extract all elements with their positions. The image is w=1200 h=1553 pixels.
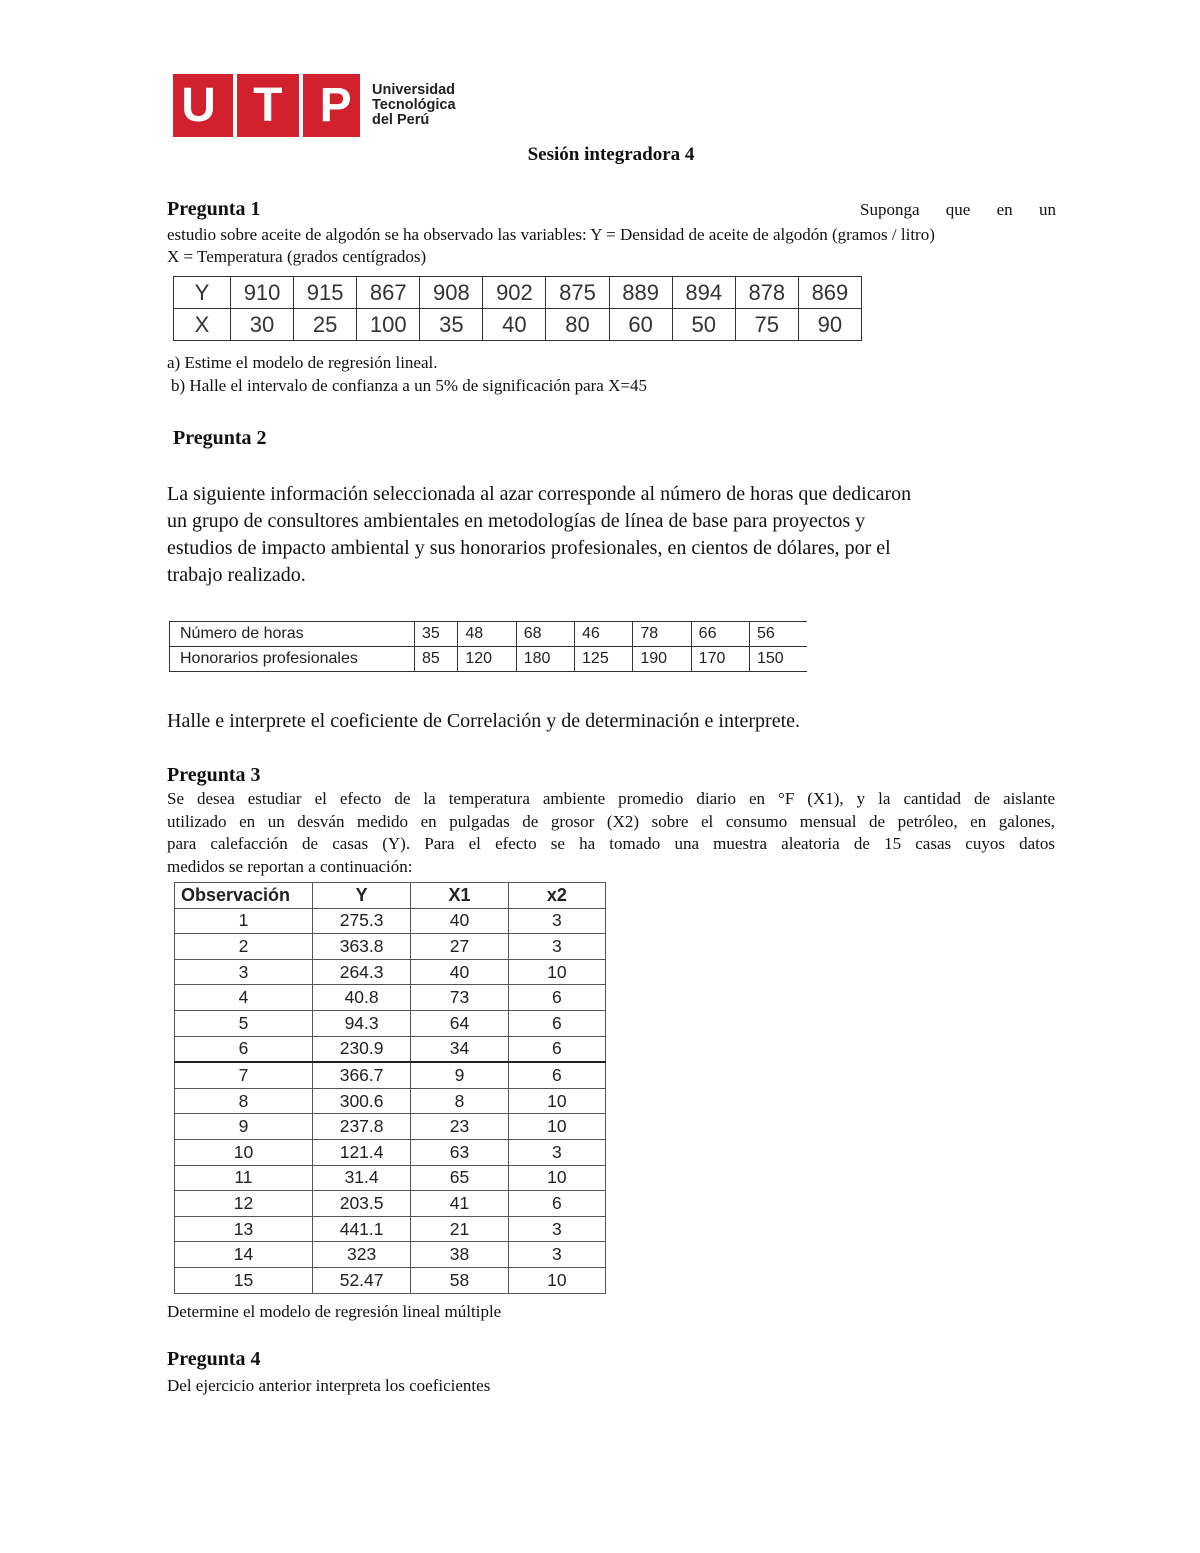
cell: 50: [672, 309, 735, 341]
pregunta-1-line1: Suponga que en un: [860, 200, 1056, 219]
cell: 40: [411, 908, 508, 934]
logo-letter-u: U: [181, 78, 216, 132]
table-row: [175, 985, 606, 1011]
cell: 13: [175, 1216, 313, 1242]
cell: 230.9: [312, 1036, 410, 1062]
cell: 40: [483, 309, 546, 341]
table-row: [175, 908, 606, 934]
column-header: Y: [312, 883, 410, 909]
pregunta-3-heading: Pregunta 3: [167, 764, 261, 786]
cell: 21: [411, 1216, 508, 1242]
cell: 63: [411, 1139, 508, 1165]
cell: 9: [175, 1114, 313, 1140]
cell: 1: [175, 908, 313, 934]
table-row: [175, 934, 606, 960]
cell: 441.1: [312, 1216, 410, 1242]
cell: 52.47: [312, 1267, 410, 1293]
cell: 3: [508, 908, 605, 934]
cell: 23: [411, 1114, 508, 1140]
cell: 120: [458, 647, 516, 672]
utp-logo-mark: [173, 74, 360, 137]
cell: 7: [175, 1062, 313, 1088]
cell: 65: [411, 1165, 508, 1191]
table-heating-oil: [174, 882, 606, 1294]
pregunta-2-question: Halle e interprete el coeficiente de Correlación y de determinación e interprete.: [167, 710, 801, 732]
pregunta-3-footer: Determine el modelo de regresión lineal múltiple: [167, 1302, 502, 1321]
table-density-temperature: [173, 276, 862, 341]
pregunta-1-line2: estudio sobre aceite de algodón se ha observado las variables: Y = Densidad de aceite de algodón (gramos / litro): [167, 225, 935, 244]
cell: 180: [516, 647, 574, 672]
cell: 14: [175, 1242, 313, 1268]
cell: 35: [415, 622, 458, 647]
cell: 30: [231, 309, 294, 341]
row-label: Número de horas: [170, 622, 415, 647]
cell: 3: [508, 934, 605, 960]
table-row: [175, 1216, 606, 1242]
column-header: x2: [508, 883, 605, 909]
cell: 90: [798, 309, 861, 341]
cell: 190: [633, 647, 691, 672]
row-label: Y: [174, 277, 231, 309]
row-label: Honorarios profesionales: [170, 647, 415, 672]
cell: 64: [411, 1010, 508, 1036]
cell: 80: [546, 309, 609, 341]
logo-letter-p: P: [319, 78, 352, 132]
pregunta-1-item-b: b) Halle el intervalo de confianza a un 5% de significación para X=45: [171, 376, 647, 395]
cell: 35: [420, 309, 483, 341]
cell: 31.4: [312, 1165, 410, 1191]
cell: 4: [175, 985, 313, 1011]
cell: 366.7: [312, 1062, 410, 1088]
cell: 10: [175, 1139, 313, 1165]
column-header: X1: [411, 883, 508, 909]
row-label: X: [174, 309, 231, 341]
cell: 121.4: [312, 1139, 410, 1165]
cell: 2: [175, 934, 313, 960]
table-row: [175, 1010, 606, 1036]
cell: 3: [508, 1139, 605, 1165]
cell: 10: [508, 1114, 605, 1140]
cell: 264.3: [312, 959, 410, 985]
cell: 170: [691, 647, 749, 672]
pregunta-1-line3: X = Temperatura (grados centígrados): [167, 247, 427, 266]
utp-logo: [173, 74, 456, 137]
cell: 85: [415, 647, 458, 672]
pregunta-1-heading: Pregunta 1: [167, 198, 261, 220]
cell: 27: [411, 934, 508, 960]
cell: 203.5: [312, 1191, 410, 1217]
table-row: [175, 1191, 606, 1217]
cell: 15: [175, 1267, 313, 1293]
cell: 875: [546, 277, 609, 309]
cell: 68: [516, 622, 574, 647]
pregunta-4-heading: Pregunta 4: [167, 1348, 261, 1370]
cell: 889: [609, 277, 672, 309]
cell: 5: [175, 1010, 313, 1036]
document-title: Sesión integradora 4: [527, 144, 695, 165]
logo-letter-t: T: [253, 78, 283, 132]
cell: 40.8: [312, 985, 410, 1011]
cell: 73: [411, 985, 508, 1011]
cell: 34: [411, 1036, 508, 1062]
table-row: [174, 309, 862, 341]
pregunta-3-text: Se desea estudiar el efecto de la temperatura ambiente promedio diario en °F (X1), y la cantidad de aislante utilizado en un desván medido en pulgadas de grosor (X2) sobre el consumo mensual de petróleo, en galones, para calefacción de casas (Y). Para el efecto se ha tomado una muestra aleatoria de 15 casas cuyos datos: [167, 789, 1055, 853]
table-row: [170, 647, 808, 672]
cell: 100: [357, 309, 420, 341]
table-row: [175, 959, 606, 985]
cell: 6: [508, 1062, 605, 1088]
cell: 275.3: [312, 908, 410, 934]
pregunta-1-item-a: a) Estime el modelo de regresión lineal.: [167, 353, 438, 372]
cell: 6: [508, 985, 605, 1011]
cell: 10: [508, 1165, 605, 1191]
cell: 869: [798, 277, 861, 309]
table-row: [175, 1165, 606, 1191]
table-row: [175, 1114, 606, 1140]
cell: 25: [294, 309, 357, 341]
cell: 6: [508, 1010, 605, 1036]
cell: 902: [483, 277, 546, 309]
cell: 40: [411, 959, 508, 985]
cell: 78: [633, 622, 691, 647]
cell: 125: [575, 647, 633, 672]
cell: 300.6: [312, 1088, 410, 1114]
table-row: [175, 1088, 606, 1114]
table-hours-fees: [169, 621, 807, 672]
table-row: [175, 1036, 606, 1062]
cell: 10: [508, 959, 605, 985]
logo-wordmark: Universidad Tecnológica del Perú: [372, 82, 456, 128]
pregunta-4-text: Del ejercicio anterior interpreta los coeficientes: [167, 1376, 491, 1395]
pregunta-2-heading: Pregunta 2: [173, 427, 267, 449]
cell: 3: [175, 959, 313, 985]
cell: 58: [411, 1267, 508, 1293]
table-row: [175, 1242, 606, 1268]
cell: 12: [175, 1191, 313, 1217]
cell: 75: [735, 309, 798, 341]
cell: 66: [691, 622, 749, 647]
cell: 48: [458, 622, 516, 647]
cell: 910: [231, 277, 294, 309]
cell: 46: [575, 622, 633, 647]
table-row: [170, 622, 808, 647]
cell: 11: [175, 1165, 313, 1191]
column-header: Observación: [175, 883, 313, 909]
cell: 94.3: [312, 1010, 410, 1036]
cell: 150: [750, 647, 808, 672]
pregunta-3-text-last: medidos se reportan a continuación:: [167, 857, 413, 876]
cell: 878: [735, 277, 798, 309]
cell: 6: [508, 1191, 605, 1217]
table-row: [175, 1062, 606, 1088]
cell: 10: [508, 1088, 605, 1114]
cell: 60: [609, 309, 672, 341]
table-header-row: [175, 883, 606, 909]
cell: 56: [750, 622, 808, 647]
cell: 8: [411, 1088, 508, 1114]
cell: 6: [508, 1036, 605, 1062]
cell: 323: [312, 1242, 410, 1268]
cell: 10: [508, 1267, 605, 1293]
cell: 908: [420, 277, 483, 309]
cell: 38: [411, 1242, 508, 1268]
cell: 41: [411, 1191, 508, 1217]
cell: 915: [294, 277, 357, 309]
cell: 3: [508, 1242, 605, 1268]
cell: 867: [357, 277, 420, 309]
cell: 363.8: [312, 934, 410, 960]
pregunta-2-text: La siguiente información seleccionada al azar corresponde al número de horas que dedicaron un grupo de consultores ambientales en metodologías de línea de base para proyectos y estudios de impacto ambiental y sus honorarios profesionales, en cientos de dólares, por el trabajo realizado.: [167, 483, 912, 586]
cell: 3: [508, 1216, 605, 1242]
cell: 237.8: [312, 1114, 410, 1140]
table-row: [175, 1267, 606, 1293]
cell: 8: [175, 1088, 313, 1114]
table-row: [175, 1139, 606, 1165]
cell: 894: [672, 277, 735, 309]
cell: 9: [411, 1062, 508, 1088]
cell: 6: [175, 1036, 313, 1062]
table-row: [174, 277, 862, 309]
